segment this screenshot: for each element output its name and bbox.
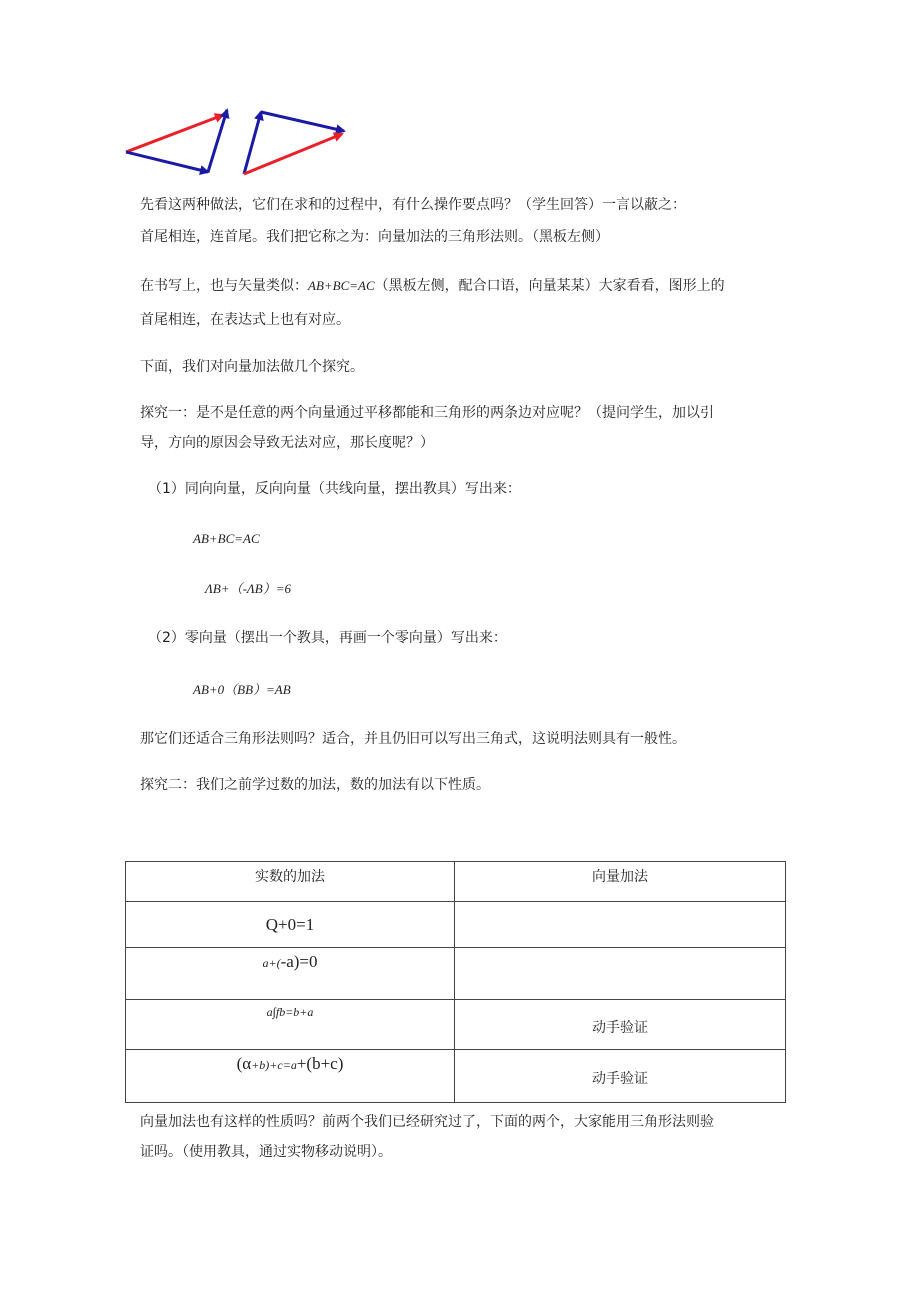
verify-cell: 动手验证 — [455, 1000, 786, 1050]
commutative-cell: a∫fb=b+a — [266, 1005, 314, 1019]
associative-cell-part-b: +b)+c=a — [251, 1058, 297, 1072]
table-header-row — [126, 862, 786, 902]
paragraph-2-line-2: 首尾相连，在表达式上也有对应。 — [140, 312, 350, 328]
paragraph-2-line-1 — [140, 275, 725, 297]
inverse-cell-part-b: -a)=0 — [280, 952, 318, 971]
inverse-cell-part-a: a+( — [262, 956, 281, 970]
table-row — [126, 902, 786, 948]
right-blue-vector-1 — [244, 112, 261, 174]
paragraph-7-line-1: 向量加法也有这样的性质吗？前两个我们已经研究过了，下面的两个，大家能用三角形法则验 — [140, 1114, 714, 1130]
table-row — [126, 1050, 786, 1103]
vector-sum-formula: AB+BC=AC — [308, 278, 375, 293]
paragraph-6: 探究二：我们之前学过数的加法，数的加法有以下性质。 — [140, 777, 490, 793]
paragraph-5: 那它们还适合三角形法则吗？适合，并且仍旧可以写出三角式，这说明法则具有一般性。 — [140, 731, 686, 747]
table-row — [126, 1000, 786, 1050]
list-item-2: （2）零向量（摆出一个教具，再画一个零向量）写出来： — [148, 630, 507, 646]
left-red-vector — [126, 115, 223, 152]
formula-1: AB+BC=AC — [193, 531, 260, 546]
paragraph-2-text-a: 在书写上，也与矢量类似： — [140, 278, 308, 294]
header-real-addition: 实数的加法 — [126, 862, 455, 902]
right-red-vector — [244, 134, 342, 174]
paragraph-1-line-2: 首尾相连，连首尾。我们把它称之为：向量加法的三角形法则。（黑板左侧） — [140, 229, 609, 245]
paragraph-1-line-1: 先看这两种做法，它们在求和的过程中，有什么操作要点吗？（学生回答）一言以蔽之： — [140, 197, 686, 213]
associative-cell-part-a: (α — [236, 1054, 252, 1073]
formula-2: ΛB+（-ΛB）=6 — [205, 581, 291, 596]
paragraph-4-line-2: 导，方向的原因会导致无法对应，那长度呢？） — [140, 435, 434, 451]
table-row — [126, 948, 786, 1000]
vector-cell — [455, 948, 786, 1000]
formula-3: AB+0（BB）=AB — [193, 682, 291, 697]
addition-properties-table — [125, 861, 786, 1103]
header-vector-addition: 向量加法 — [455, 862, 786, 902]
zero-identity-cell: Q+0=1 — [265, 915, 315, 934]
list-item-1: （1）同向向量，反向向量（共线向量，摆出教具）写出来： — [148, 481, 521, 497]
paragraph-7-line-2: 证吗。（使用教具，通过实物移动说明）。 — [140, 1144, 392, 1160]
left-blue-vector-1 — [126, 152, 208, 172]
vector-triangle-figure — [120, 100, 360, 180]
verify-cell: 动手验证 — [455, 1050, 786, 1103]
paragraph-3: 下面，我们对向量加法做几个探究。 — [140, 359, 364, 375]
right-blue-vector-2 — [261, 112, 344, 131]
associative-cell-part-c: +(b+c) — [296, 1054, 344, 1073]
vector-cell — [455, 902, 786, 948]
paragraph-2-text-b: （黑板左侧，配合口语，向量某某）大家看看，图形上的 — [374, 278, 725, 294]
paragraph-4-line-1: 探究一：是不是任意的两个向量通过平移都能和三角形的两条边对应呢？（提问学生，加以引 — [140, 405, 714, 421]
